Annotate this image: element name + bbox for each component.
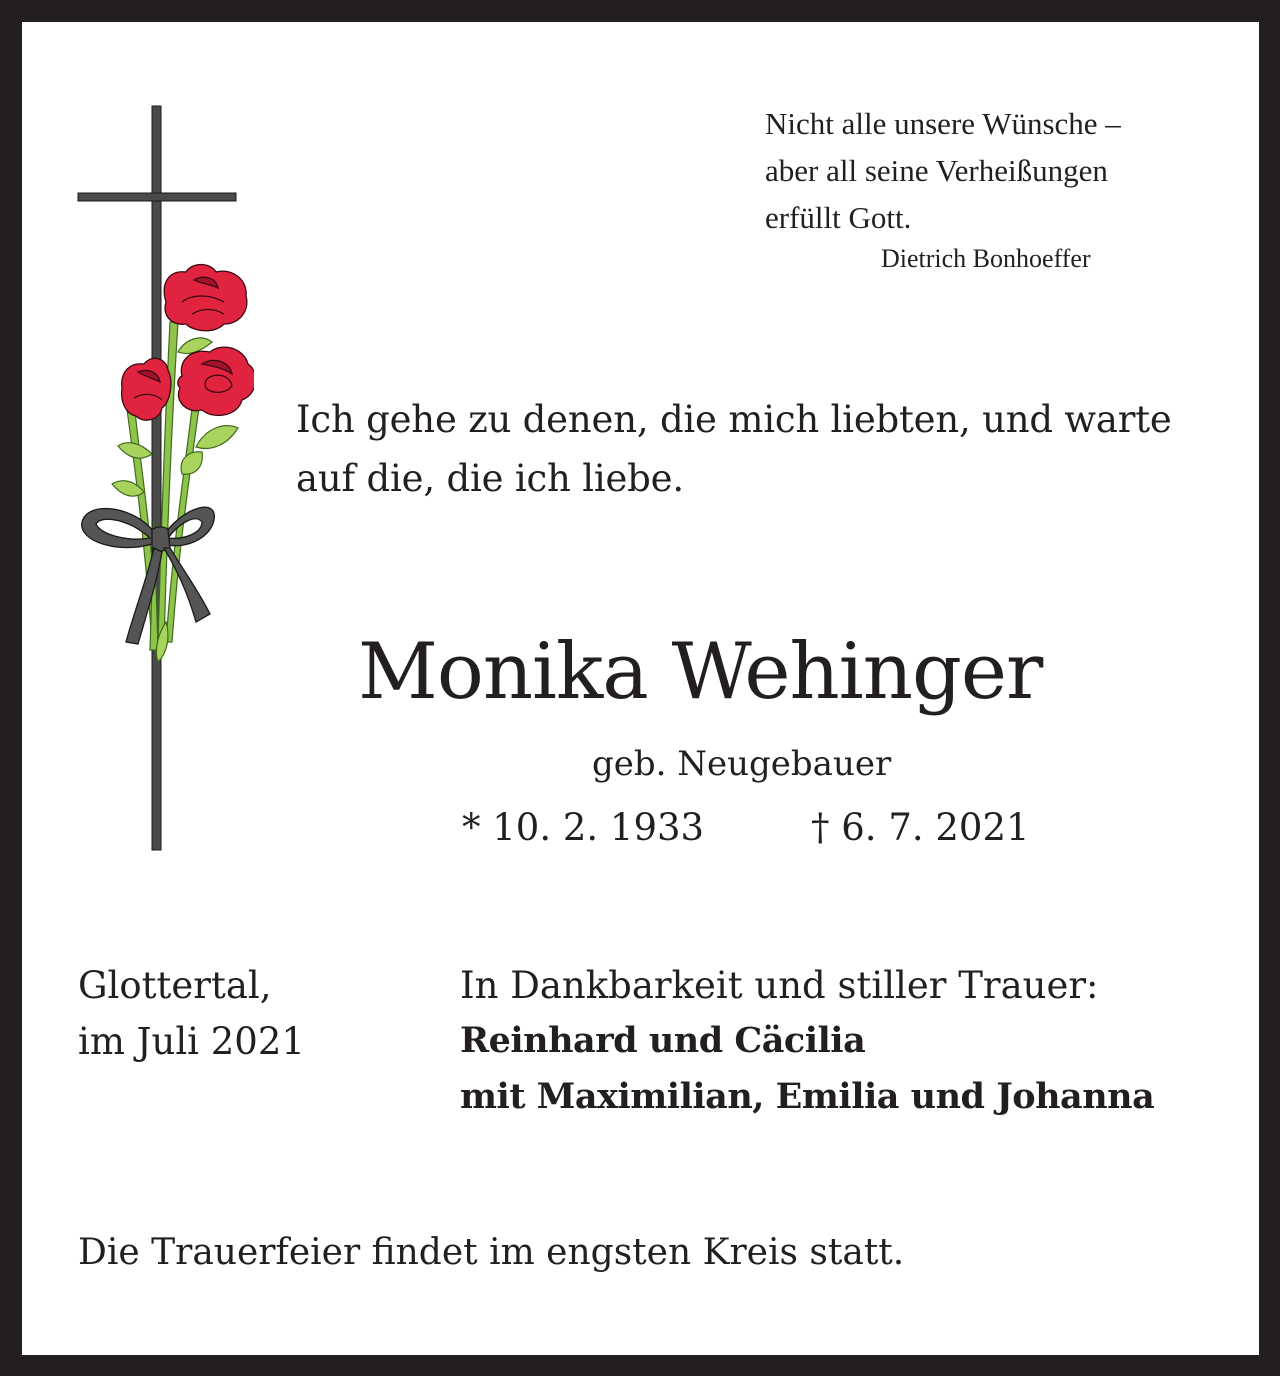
ribbon-bow-icon	[82, 507, 215, 644]
place: Glottertal,	[78, 964, 272, 1007]
cross-icon	[78, 106, 236, 850]
bonhoeffer-quote	[765, 100, 1121, 241]
maiden-name: geb. Neugebauer	[592, 744, 892, 784]
quote-author: Dietrich Bonhoeffer	[881, 244, 1091, 273]
rose-icon	[178, 347, 254, 415]
rose-icon	[164, 265, 247, 331]
motto-line: auf die, die ich liebe.	[296, 457, 684, 500]
mourner-line: Reinhard und Cäcilia	[460, 1020, 866, 1061]
motto	[296, 390, 1172, 508]
deceased-name: Monika Wehinger	[358, 627, 1043, 717]
quote-line: erfüllt Gott.	[765, 200, 912, 235]
notice-date: im Juli 2021	[78, 1020, 305, 1063]
quote-line: Nicht alle unsere Wünsche –	[765, 106, 1121, 141]
quote-line: aber all seine Verheißungen	[765, 153, 1108, 188]
motto-line: Ich gehe zu denen, die mich liebten, und warte	[296, 398, 1172, 441]
death-date: † 6. 7. 2021	[811, 806, 1030, 849]
rose-icon	[122, 358, 171, 420]
funeral-note: Die Trauerfeier findet im engsten Kreis statt.	[78, 1232, 905, 1273]
birth-date: * 10. 2. 1933	[462, 806, 705, 849]
cross-with-roses-icon	[74, 102, 254, 857]
mourners-intro: In Dankbarkeit und stiller Trauer:	[460, 964, 1099, 1007]
mourner-line: mit Maximilian, Emilia und Johanna	[460, 1076, 1155, 1117]
obituary-notice	[22, 22, 1259, 1355]
